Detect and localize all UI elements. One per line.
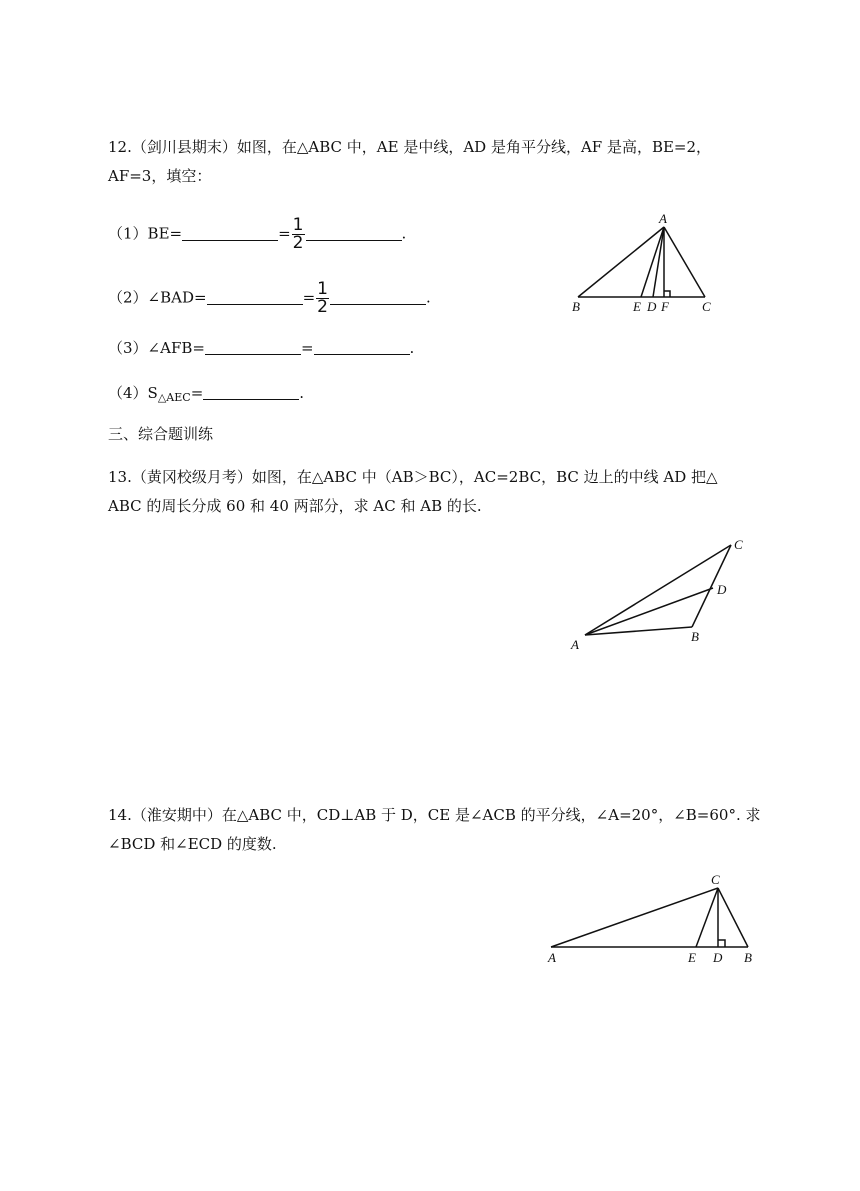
q12-part3-label: （3）∠AFB=	[108, 339, 205, 357]
label-b: B	[572, 299, 580, 314]
answer-blank[interactable]	[203, 385, 299, 400]
q13-text-line2: ABC 的周长分成 60 和 40 两部分，求 AC 和 AB 的长.	[108, 497, 482, 515]
segment-ac	[551, 888, 718, 947]
segment-bc	[718, 888, 748, 947]
label-d: D	[717, 582, 727, 597]
q12-text-line1: 12.（剑川县期末）如图，在△ABC 中，AE 是中线，AD 是角平分线，AF 是高，BE=2，	[108, 138, 712, 156]
label-c: C	[702, 299, 711, 314]
q14-text-line1: 14.（淮安期中）在△ABC 中，CD⊥AB 于 D，CE 是∠ACB 的平分线，∠A=20°，∠B=60°. 求	[108, 806, 761, 824]
label-f: F	[661, 299, 669, 314]
label-b: B	[744, 950, 752, 965]
q13-text-line1: 13.（黄冈校级月考）如图，在△ABC 中（AB＞BC），AC=2BC，BC 边上的中线 AD 把△	[108, 468, 718, 486]
answer-blank[interactable]	[306, 226, 402, 241]
period: .	[299, 384, 305, 402]
q12-part4	[108, 383, 304, 408]
q12-part1-label: （1）BE=	[108, 224, 183, 243]
q12-part1	[108, 217, 406, 252]
equals-sign: =	[278, 224, 291, 243]
segment-ab	[585, 627, 692, 635]
answer-blank[interactable]	[205, 340, 301, 355]
equals-sign: =	[190, 384, 204, 402]
q13-triangle-figure	[565, 530, 755, 655]
label-b: B	[691, 629, 699, 644]
period: .	[409, 339, 415, 357]
q12-part2-label: （2）∠BAD=	[108, 288, 207, 307]
label-e: E	[633, 299, 641, 314]
q14-text-line2: ∠BCD 和∠ECD 的度数.	[108, 835, 277, 853]
q12-triangle-figure	[570, 210, 720, 320]
fraction-one-half: $\frac{1}{2}$	[317, 279, 328, 317]
equals-sign: =	[302, 288, 316, 307]
segment-ab	[578, 227, 664, 297]
label-c: C	[734, 537, 743, 552]
q12-part3	[108, 338, 414, 358]
fraction-one-half: $\frac{1}{2}$	[292, 215, 304, 253]
answer-blank[interactable]	[182, 226, 278, 241]
label-c: C	[711, 872, 720, 887]
equals-sign: =	[300, 339, 314, 357]
q12-part2	[108, 281, 431, 316]
label-a: A	[571, 637, 579, 652]
right-angle-mark	[664, 291, 670, 297]
segment-ce	[696, 888, 718, 947]
segment-ae	[641, 227, 664, 297]
segment-ad	[653, 227, 664, 297]
answer-blank[interactable]	[330, 290, 426, 305]
period: .	[401, 224, 407, 243]
q14-triangle-figure	[540, 870, 770, 970]
period: .	[425, 288, 431, 307]
answer-blank[interactable]	[314, 340, 410, 355]
q12-text-line2: AF=3，填空：	[108, 167, 212, 185]
segment-ac	[664, 227, 705, 297]
label-a: A	[548, 950, 556, 965]
q12-part4-subscript: △AEC	[157, 391, 191, 404]
q12-part4-label: （4）S	[108, 384, 158, 402]
label-e: E	[688, 950, 696, 965]
label-a: A	[659, 211, 667, 226]
answer-blank[interactable]	[207, 290, 303, 305]
section-heading: 三、综合题训练	[108, 425, 214, 443]
label-d: D	[713, 950, 723, 965]
right-angle-mark	[718, 940, 725, 947]
label-d: D	[647, 299, 657, 314]
